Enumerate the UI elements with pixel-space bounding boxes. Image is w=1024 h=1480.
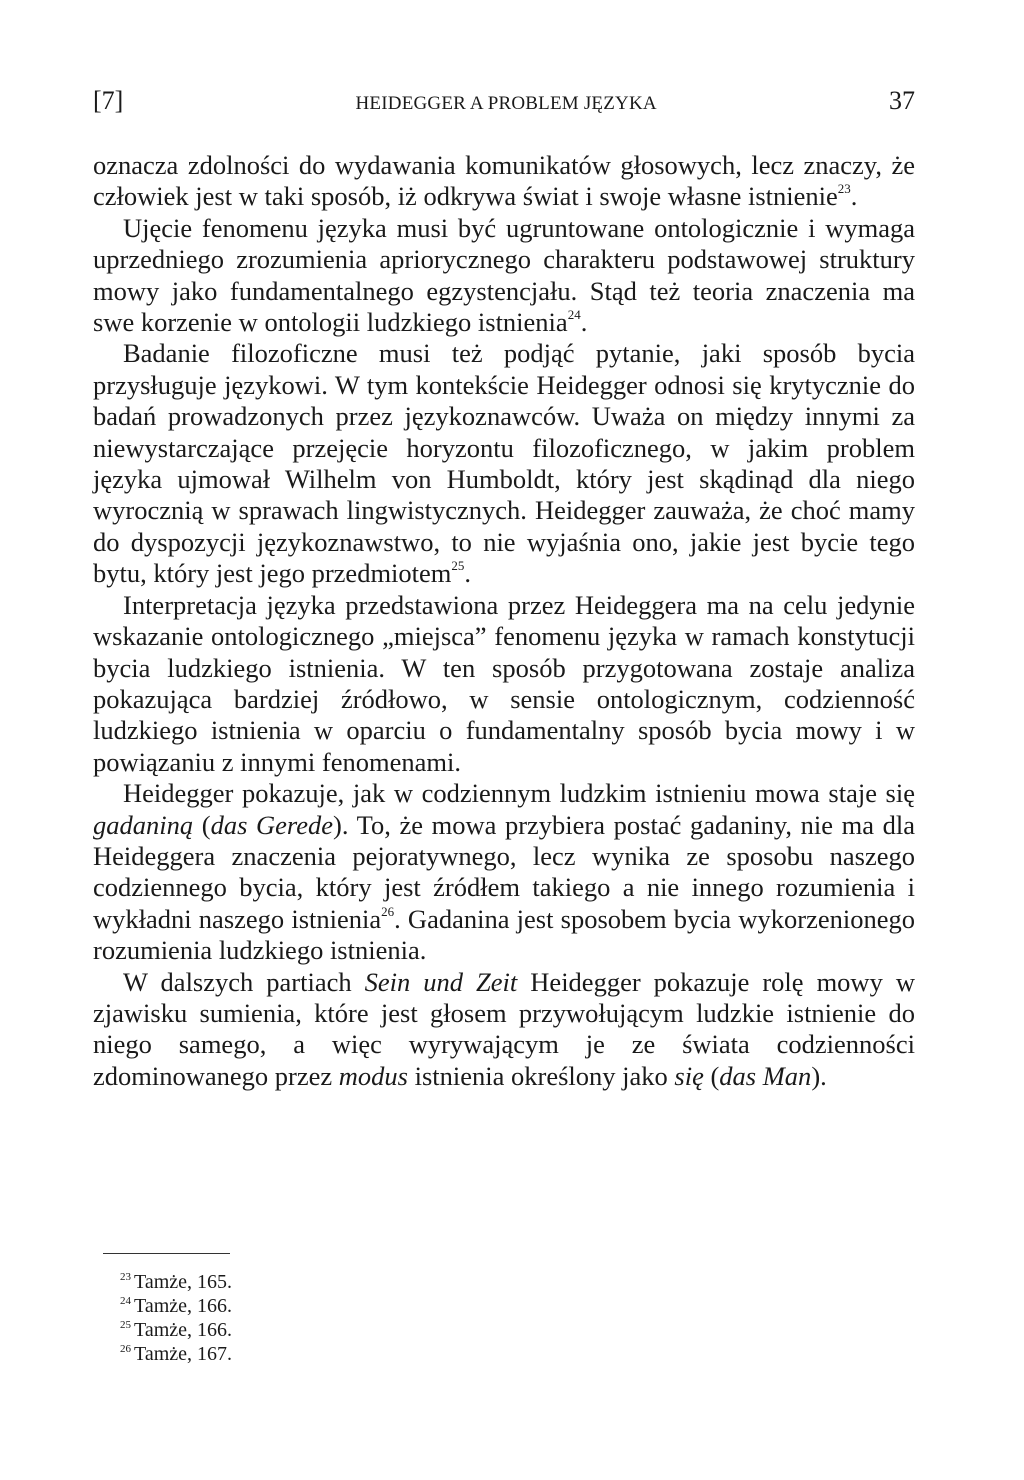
text-span: oznacza zdolności do wydawania komunikatów głosowych, lecz znaczy, że człowiek jest w taki sposób, iż odkrywa świat i swoje własne istnienie <box>93 150 915 212</box>
footnote-ref-26[interactable]: 26 <box>381 903 395 919</box>
text-span: ). To, że mowa przybiera postać gadaniny, nie ma dla Heideggera znaczenia pejoratywnego, lecz wynika ze sposobu naszego codziennego bycia, który jest źródłem takiego a nie innego rozumienia i wykładni naszego istnienia <box>93 809 915 934</box>
paragraph-6 <box>93 967 915 1093</box>
running-title: HEIDEGGER A PROBLEM JĘZYKA <box>355 93 657 114</box>
italic-term: gadaniną <box>93 809 194 840</box>
footnote-separator <box>103 1253 230 1254</box>
footnote-number: 23 <box>120 1271 131 1283</box>
text-span: ( <box>703 1060 720 1091</box>
text-span: . Gadanina jest sposobem bycia wykorzenionego rozumienia ludzkiego istnienia. <box>93 903 915 966</box>
paragraph-4 <box>93 590 915 778</box>
italic-title: Sein und Zeit <box>364 966 518 997</box>
text-span: Ujęcie fenomenu języka musi być ugruntowane ontologicznie i wymaga uprzedniego zrozumienia apriorycznego charakteru podstawowej struktury mowy jako fundamentalnego egzystencjału. Stąd też teoria znaczenia ma swe korzenie w ontologii ludzkiego istnienia <box>93 212 915 338</box>
footnote-ref-24[interactable]: 24 <box>567 307 581 323</box>
section-number: [7] <box>93 86 124 115</box>
italic-term: das Gerede <box>210 809 334 840</box>
text-span: ( <box>193 809 211 840</box>
body-text <box>93 150 915 1092</box>
italic-term: się <box>674 1060 704 1091</box>
text-span: Interpretacja języka przedstawiona przez Heideggera ma na celu jedynie wskazanie ontologicznego „miejsca” fenomenu języka w ramach konstytucji bycia ludzkiego istnienia. W ten sposób przygotowana zostaje analiza pokazująca bardziej źródłowo, w sensie ontologicznym, codzienność ludzkiego istnienia w oparciu o fundamentalny sposób bycia mowy i w powiązaniu z innymi fenomenami. <box>93 589 915 777</box>
paragraph-2 <box>93 213 915 339</box>
footnote-text: Tamże, 166. <box>134 1295 233 1317</box>
footnote-number: 25 <box>120 1319 131 1331</box>
page-number: 37 <box>889 86 915 115</box>
text-span: . <box>850 181 858 212</box>
paragraph-3 <box>93 338 915 589</box>
running-header <box>93 86 915 119</box>
footnote-ref-23[interactable]: 23 <box>837 181 851 197</box>
footnotes <box>120 1270 232 1366</box>
italic-term: das Man <box>719 1060 812 1091</box>
footnote-text: Tamże, 167. <box>134 1343 233 1365</box>
footnote <box>120 1342 232 1366</box>
text-span: Heidegger pokazuje rolę mowy w zjawisku sumienia, które jest głosem przywołującym ludzkie istnienie do niego samego, a więc wyrywającym je ze świata codzienności zdominowanego przez <box>93 966 915 1091</box>
text-span: W dalszych partiach <box>123 966 365 997</box>
text-span: Badanie filozoficzne musi też podjąć pytanie, jaki sposób bycia przysługuje językowi. W tym kontekście Heidegger odnosi się krytycznie do badań prowadzonych przez językoznawców. Uważa on między innymi za niewystarczające przejęcie horyzontu filozoficznego, w jakim problem języka ujmował Wilhelm von Humboldt, który jest skądinąd dla niego wyrocznią w sprawach lingwistycznych. Heidegger zauważa, że choć mamy do dyspozycji językoznawstwo, to nie wyjaśnia ono, jakie jest bycie tego bytu, który jest jego przedmiotem <box>93 338 915 589</box>
text-span: ). <box>811 1060 827 1091</box>
footnote <box>120 1318 232 1342</box>
footnote-number: 26 <box>120 1343 131 1355</box>
footnote <box>120 1270 232 1294</box>
text-span: Heidegger pokazuje, jak w codziennym ludzkim istnieniu mowa staje się <box>123 778 915 809</box>
italic-term: modus <box>338 1060 408 1091</box>
paragraph-5 <box>93 778 915 966</box>
footnote-number: 24 <box>120 1295 131 1307</box>
footnote-text: Tamże, 165. <box>134 1271 233 1293</box>
text-span: istnienia określony jako <box>407 1060 675 1091</box>
footnote-ref-25[interactable]: 25 <box>451 558 465 574</box>
footnote <box>120 1294 232 1318</box>
footnote-text: Tamże, 166. <box>134 1319 233 1341</box>
paragraph-1 <box>93 150 915 213</box>
text-span: . <box>464 558 472 589</box>
text-span: . <box>580 307 588 338</box>
